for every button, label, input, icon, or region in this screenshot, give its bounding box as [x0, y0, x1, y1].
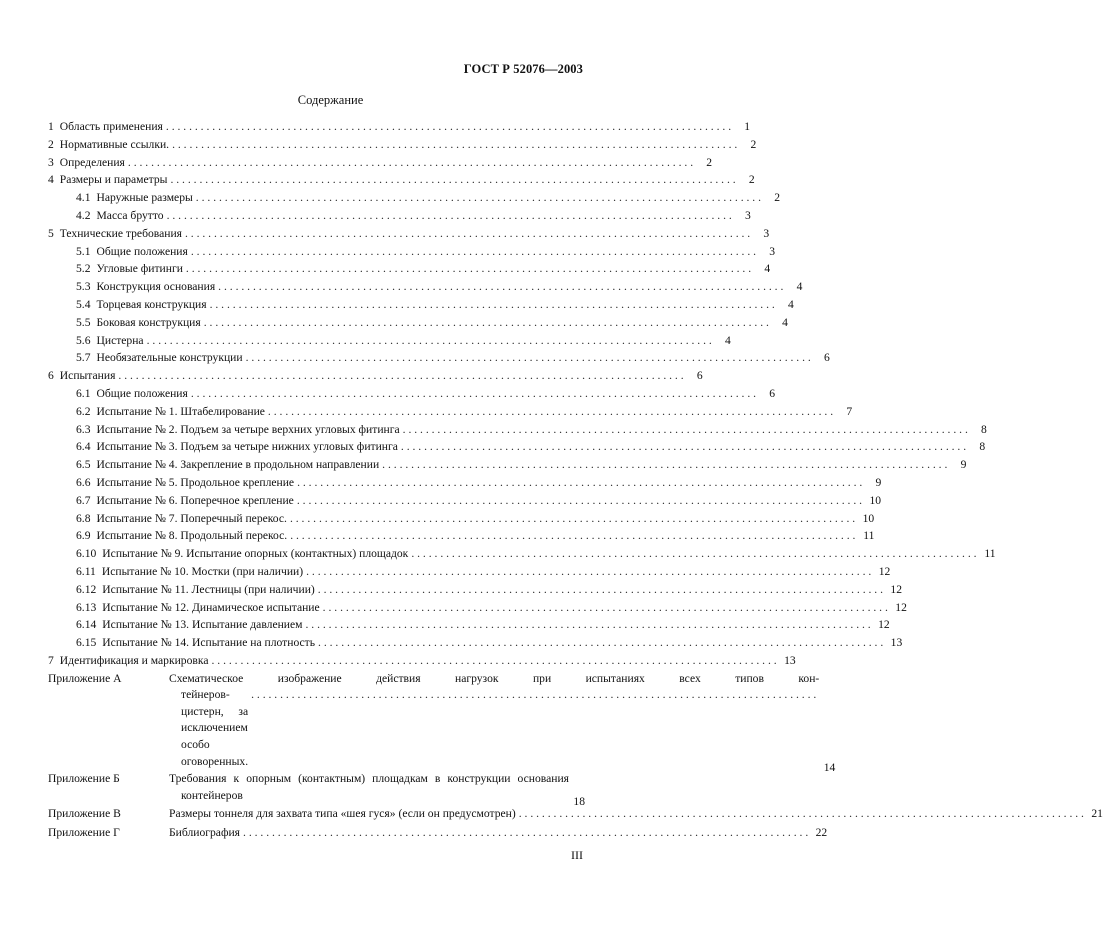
toc-entry-title: Угловые фитинги	[96, 262, 183, 276]
toc-entry-page: 7	[846, 404, 853, 418]
toc-leader-dots	[196, 189, 761, 207]
toc-entry[interactable]	[48, 243, 776, 261]
toc-entry-number: 5.2	[76, 262, 91, 276]
toc-entry-page: 3	[769, 244, 776, 258]
toc-entry-number: 6.11	[76, 564, 96, 578]
toc-entry[interactable]	[48, 118, 751, 136]
toc-entry-title: Испытание № 3. Подъем за четыре нижних угловых фитинга	[96, 440, 398, 454]
toc-entry[interactable]	[48, 332, 731, 350]
toc-entry-page: 9	[875, 475, 882, 489]
toc-entry-title: Испытание № 11. Лестницы (при наличии)	[102, 582, 315, 596]
toc-leader-dots	[128, 154, 693, 172]
toc-entry[interactable]	[48, 154, 713, 172]
toc-leader-dots	[185, 225, 750, 243]
toc-entry[interactable]	[48, 634, 903, 652]
toc-entry-number: 6.2	[76, 404, 91, 418]
appendix-label: Приложение Г	[48, 826, 120, 840]
toc-leader-dots	[170, 171, 735, 189]
toc-entry-title: Испытание № 12. Динамическое испытание	[102, 600, 320, 614]
toc-entry-title: Нормативные ссылки.	[59, 137, 170, 151]
toc-entry-title: Конструкция основания	[96, 280, 216, 294]
toc-entry-page: 12	[895, 600, 907, 614]
toc-entry-title: Технические требования	[59, 226, 182, 240]
toc-leader-dots	[246, 349, 811, 367]
toc-leader-dots	[401, 438, 966, 456]
toc-entry-page: 6	[769, 386, 776, 400]
toc-entry-title: Испытание № 10. Мостки (при наличии)	[101, 564, 304, 578]
toc-entry-page: 2	[750, 137, 757, 151]
toc-entry-number: 6.6	[76, 475, 91, 489]
toc-entry-number: 6.5	[76, 458, 91, 472]
toc-entry-page: 10	[869, 493, 882, 507]
toc-entry-title: Размеры и параметры	[59, 173, 168, 187]
appendix-title: Библиография	[169, 826, 241, 840]
toc-leader-dots	[297, 492, 862, 510]
toc-entry-page: 8	[979, 440, 986, 454]
toc-leader-dots	[218, 278, 783, 296]
toc-leader-dots	[411, 545, 976, 563]
standard-header: ГОСТ Р 52076—2003	[463, 62, 583, 76]
toc-entry-number: 6.9	[76, 529, 91, 543]
appendix-title: Размеры тоннеля для захвата типа «шея гуся» (если он предусмотрен)	[169, 807, 516, 821]
appendix-title	[169, 771, 569, 804]
appendix-title-line2-text: тейнеров-цистерн, за исключением особо оговоренных.	[181, 688, 249, 768]
toc-entry[interactable]	[48, 207, 751, 225]
toc-entry-page: 9	[960, 458, 967, 472]
toc-entry-page: 6	[696, 369, 703, 383]
toc-entry-page: 11	[863, 529, 875, 543]
toc-entry-title: Испытание № 9. Испытание опорных (контактных) площадок	[102, 547, 409, 561]
toc-entry[interactable]	[48, 367, 703, 385]
toc-entry[interactable]	[48, 492, 882, 510]
toc-leader-dots	[210, 296, 775, 314]
toc-entry[interactable]	[48, 385, 776, 403]
toc-entry[interactable]	[48, 314, 788, 332]
toc-entry[interactable]	[48, 545, 996, 563]
toc-entry-number: 5	[48, 226, 54, 240]
toc-leader-dots	[297, 474, 862, 492]
appendix-label: Приложение А	[48, 671, 122, 685]
toc-entry-page: 12	[890, 582, 902, 596]
toc-entry[interactable]	[48, 349, 830, 367]
toc-leader-dots	[290, 527, 855, 545]
toc-entry-title: Испытание № 6. Поперечное крепление	[96, 493, 294, 507]
toc-entry[interactable]	[48, 474, 882, 492]
toc-leader-dots	[243, 824, 808, 842]
toc-leader-dots	[167, 207, 732, 225]
toc-entry-number: 5.4	[76, 297, 91, 311]
toc-entry[interactable]	[48, 225, 770, 243]
toc-leader-dots	[519, 805, 1084, 823]
toc-entry-number: 6.15	[76, 636, 97, 650]
toc-entry-page: 2	[706, 155, 713, 169]
toc-leader-dots	[204, 314, 769, 332]
toc-leader-dots	[118, 367, 683, 385]
toc-entry[interactable]	[48, 403, 853, 421]
toc-entry-title: Испытания	[59, 369, 116, 383]
toc-entry-number: 5.6	[76, 333, 91, 347]
toc-entry-title: Определения	[59, 155, 125, 169]
toc-leader-dots	[290, 510, 855, 528]
toc-entry-title: Необязательные конструкции	[96, 351, 243, 365]
appendix-title	[169, 671, 819, 771]
page-number: III	[571, 848, 583, 862]
toc-entry[interactable]	[48, 260, 771, 278]
appendix-page: 14	[823, 760, 836, 774]
toc-entry[interactable]	[48, 438, 986, 456]
toc-leader-dots	[403, 421, 968, 439]
appendix-title-line2	[169, 788, 569, 805]
toc-entry-page: 12	[878, 564, 891, 578]
toc-entry-title: Испытание № 1. Штабелирование	[96, 404, 265, 418]
toc-entry-page: 1	[744, 120, 751, 133]
toc-leader-dots	[268, 403, 833, 421]
toc-entry[interactable]	[48, 278, 803, 296]
toc-entry-page: 4	[725, 333, 731, 347]
toc-leader-dots	[186, 260, 751, 278]
toc-entry-page: 4	[764, 262, 771, 276]
toc-entry-number: 6.12	[76, 582, 97, 596]
toc-entry-number: 6.7	[76, 493, 91, 507]
toc-entry-number: 4.1	[76, 191, 91, 205]
table-of-contents	[48, 118, 1103, 842]
toc-entry-number: 6	[48, 369, 54, 383]
toc-entry-page: 13	[784, 653, 796, 667]
toc-leader-dots	[318, 581, 883, 599]
toc-entry[interactable]	[48, 510, 875, 528]
toc-entry[interactable]	[48, 421, 987, 439]
toc-entry-title: Общие положения	[96, 386, 188, 400]
appendix-entry[interactable]	[48, 824, 828, 842]
toc-entry-page: 12	[878, 618, 890, 632]
toc-entry[interactable]	[48, 296, 794, 314]
toc-entry-number: 6.1	[76, 386, 91, 400]
toc-leader-dots	[305, 616, 870, 634]
toc-entry-page: 10	[862, 511, 875, 525]
appendix-label: Приложение Б	[48, 772, 120, 786]
toc-entry-page: 3	[763, 226, 770, 240]
toc-entry-number: 5.3	[76, 280, 91, 294]
toc-leader-dots	[191, 385, 756, 403]
toc-entry-page: 2	[748, 173, 755, 187]
toc-entry-number: 1	[48, 120, 54, 133]
toc-leader-dots	[191, 243, 756, 261]
toc-entry-number: 6.3	[76, 422, 91, 436]
toc-entry-title: Цистерна	[96, 333, 144, 347]
appendix-entry[interactable]	[48, 671, 836, 774]
toc-leader-dots	[318, 634, 883, 652]
toc-entry-number: 5.1	[76, 244, 91, 258]
toc-entry-number: 6.8	[76, 511, 91, 525]
toc-entry[interactable]	[48, 189, 780, 207]
toc-entry-number: 6.4	[76, 440, 91, 454]
toc-entry-number: 4	[48, 173, 54, 187]
toc-entry[interactable]	[48, 456, 967, 474]
toc-entry-number: 6.14	[76, 618, 97, 632]
toc-entry-title: Испытание № 14. Испытание на плотность	[102, 636, 316, 650]
toc-entry-number: 4.2	[76, 208, 91, 222]
toc-leader-dots	[323, 599, 888, 617]
toc-entry-title: Испытание № 13. Испытание давлением	[102, 618, 303, 632]
toc-leader-dots	[172, 136, 737, 154]
toc-entry[interactable]	[48, 652, 796, 670]
toc-entry[interactable]	[48, 616, 890, 634]
toc-entry-number: 7	[48, 653, 54, 667]
toc-leader-dots	[306, 563, 871, 581]
toc-leader-dots	[166, 118, 731, 136]
toc-entry-title: Испытание № 2. Подъем за четыре верхних угловых фитинга	[96, 422, 400, 436]
toc-entry-page: 4	[796, 280, 803, 294]
toc-entry[interactable]	[48, 136, 757, 154]
toc-leader-dots	[382, 456, 947, 474]
toc-entry-number: 6.13	[76, 600, 97, 614]
toc-entry[interactable]	[48, 527, 875, 545]
toc-entry-number: 5.5	[76, 315, 91, 329]
toc-entry-page: 8	[981, 422, 987, 436]
toc-entry-title: Испытание № 8. Продольный перекос.	[96, 529, 288, 543]
toc-entry-title: Общие положения	[96, 244, 188, 258]
toc-entry-title: Испытание № 7. Поперечный перекос.	[96, 511, 287, 525]
toc-entry-page: 6	[824, 351, 830, 365]
appendix-page: 21	[1091, 807, 1103, 821]
appendix-title-line2	[169, 687, 819, 770]
appendix-page: 18	[573, 794, 585, 808]
toc-entry-page: 3	[744, 208, 751, 222]
toc-entry-title: Торцевая конструкция	[96, 297, 207, 311]
toc-entry-title: Область применения	[59, 120, 163, 133]
toc-entry-title: Боковая конструкция	[96, 315, 201, 329]
toc-entry[interactable]	[48, 171, 755, 189]
toc-entry-page: 13	[890, 636, 903, 650]
toc-entry[interactable]	[48, 581, 902, 599]
page-title: Содержание	[297, 93, 364, 107]
toc-entry-page: 4	[782, 315, 788, 329]
appendix-label: Приложение В	[48, 807, 121, 821]
toc-entry-page: 2	[774, 191, 780, 205]
toc-entry-number: 6.10	[76, 547, 97, 561]
toc-leader-dots	[251, 687, 816, 704]
toc-entry[interactable]	[48, 563, 891, 581]
toc-entry-number: 2	[48, 137, 54, 151]
toc-entry-page: 4	[787, 297, 794, 311]
toc-entry-title: Идентификация и маркировка	[59, 653, 209, 667]
toc-entry-number: 3	[48, 155, 54, 169]
toc-entry-title: Масса брутто	[96, 208, 164, 222]
toc-entry-title: Испытание № 4. Закрепление в продольном направлении	[96, 458, 380, 472]
appendix-title-line1: Требования к опорным (контактным) площадкам в конструкции основания	[169, 772, 569, 786]
appendix-title-line2-text: контейнеров	[181, 788, 243, 802]
toc-entry-title: Наружные размеры	[96, 191, 193, 205]
toc-entry-page: 11	[984, 547, 996, 561]
appendix-entry[interactable]	[48, 771, 585, 808]
appendix-page: 22	[815, 826, 828, 840]
appendix-title-line1: Схематическое изображение действия нагрузок при испытаниях всех типов кон-	[169, 671, 820, 685]
toc-entry-number: 5.7	[76, 351, 91, 365]
toc-leader-dots	[211, 652, 776, 670]
appendix-entry[interactable]	[48, 805, 1103, 823]
toc-leader-dots	[147, 332, 712, 350]
toc-entry-title: Испытание № 5. Продольное крепление	[96, 475, 295, 489]
toc-entry[interactable]	[48, 599, 907, 617]
